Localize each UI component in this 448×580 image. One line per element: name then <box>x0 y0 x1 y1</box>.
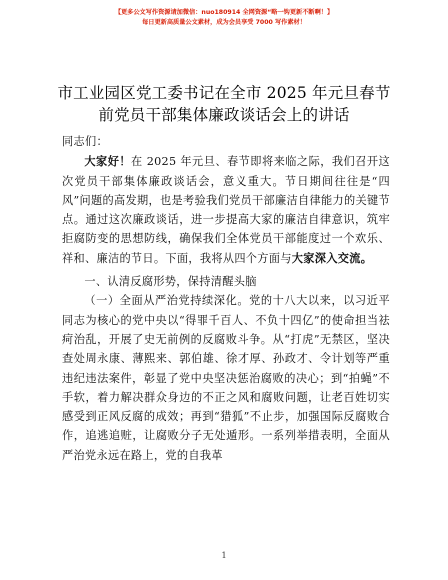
document-body <box>62 132 390 465</box>
greeting: 同志们： <box>62 135 108 148</box>
document-title-line-2: 前党员干部集体廉政谈话会上的讲话 <box>98 106 350 124</box>
paragraph-1: （一）全面从严治党持续深化。党的十八大以来，以习近平同志为核心的党中央以“得罪千百人、不负十四亿”的使命担当祛疴治乱，开展了史无前例的反腐败斗争。从“打虎”无禁区，坚决查处周永康、薄熙来、郭伯雄、徐才厚、孙政才、令计划等严重违纪违法案件，彰显了党中央坚决惩治腐败的决心；到“拍蝇”不手软，着力解决群众身边的不正之风和腐败问题，让老百姓切实感受到正风反腐的成效；再到“猎狐”不止步，加强国际反腐败合作，追逃追赃，让腐败分子无处遁形。一系列举措表明，全面从严治党永远在路上，党的自我革 <box>62 294 390 462</box>
document-title <box>40 82 408 126</box>
intro-text: 在 2025 年元旦、春节即将来临之际，我们召开这次党员干部集体廉政谈话会，意义重大。节日期间往往是“四风”问题的高发期，也是考验我们党员干部廉洁自律能力的关键节点。通过这次廉政谈话，进一步提高大家的廉洁自律意识，筑牢拒腐防变的思想防线，确保我们全体党员干部能度过一个欢乐、祥和、廉洁的节日。下面，我将从四个方面与 <box>62 155 390 265</box>
intro-bold-start: 大家好！ <box>84 154 132 169</box>
section-heading-1: 一、认清反腐形势，保持清醒头脑 <box>84 275 257 289</box>
page-number: 1 <box>221 551 227 560</box>
promo-banner <box>0 8 448 28</box>
intro-bold-end: 大家深入交流。 <box>291 250 373 265</box>
promo-banner-line-1: 【更多公文写作资源请加微信：nuo180914 全网资源“略一钩更新不断啊！】 <box>114 9 334 16</box>
intro-paragraph <box>62 152 390 268</box>
document-title-line-1: 市工业园区党工委书记在全市 2025 年元旦春节 <box>57 84 391 102</box>
promo-banner-line-2: 每日更新高质量公文素材，成为会员享受 7000 写作素材！ <box>142 19 306 26</box>
